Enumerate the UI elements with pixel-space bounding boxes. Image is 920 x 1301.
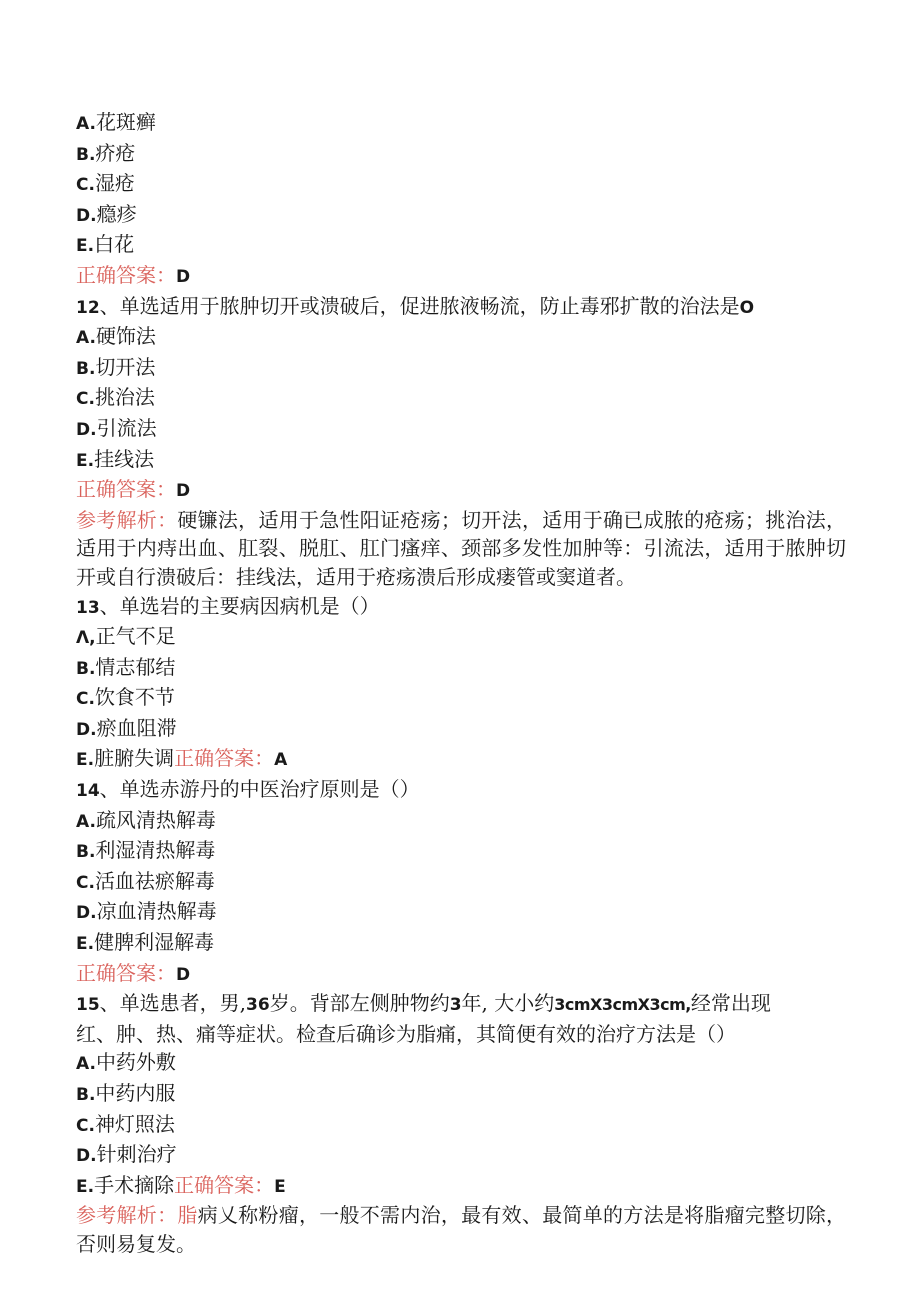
answer-value: D <box>176 964 191 985</box>
option-e: E.挂线法 <box>76 446 155 471</box>
option-c: C.湿疮 <box>76 171 135 196</box>
option-d: D.瘀血阻滞 <box>76 715 177 740</box>
question-stem-line2: 红、肿、热、痛等症状。检查后确诊为脂痛，其简便有效的治疗方法是（） <box>76 1021 736 1046</box>
option-d: D.引流法 <box>76 415 157 440</box>
option-b: B.利湿清热解毒 <box>76 838 216 863</box>
option-c: C.神灯照法 <box>76 1111 175 1136</box>
option-a: A.疏风清热解毒 <box>76 807 216 832</box>
answer-label: 正确答案： <box>76 262 176 287</box>
question-stem: 12、单选适用于脓肿切开或溃破后，促进脓液畅流，防止毒邪扩散的治法是O <box>76 293 755 318</box>
document-page <box>76 108 846 1259</box>
answer-label: 正确答案： <box>174 746 275 771</box>
answer-line <box>76 261 846 292</box>
option-e-with-answer: E.脏腑失调正确答案：A <box>76 746 288 771</box>
question-number: 13 <box>76 597 100 618</box>
answer-label: 正确答案： <box>174 1172 275 1197</box>
option-b: B.中药内服 <box>76 1081 176 1105</box>
answer-label: 正确答案： <box>76 477 176 502</box>
answer-value: D <box>176 481 191 502</box>
question-stem: 13、单选岩的主要病因病机是（） <box>76 593 380 618</box>
question-stem: 14、单选赤游丹的中医治疗原则是（） <box>76 777 420 802</box>
explanation-label: 参考解析：脂 <box>76 1203 198 1228</box>
answer-line <box>76 475 846 506</box>
option-a: A.硬饰法 <box>76 324 156 349</box>
option-d: D.凉血清热解毒 <box>76 899 217 924</box>
option-a: A.中药外敷 <box>76 1050 176 1075</box>
answer-label: 正确答案： <box>76 960 176 985</box>
option-c: C.饮食不节 <box>76 685 175 710</box>
explanation: 参考解析：脂病乂称粉瘤，一般不需内治，最有效、最简单的方法是将脂瘤完整切除，否则易复发。 <box>76 1203 847 1256</box>
question-number: 15 <box>76 995 100 1016</box>
option-d: D.瘾疹 <box>76 201 137 226</box>
option-b: B.切开法 <box>76 354 156 379</box>
option-c: C.活血祛瘀解毒 <box>76 868 215 893</box>
answer-value: E <box>274 1176 286 1197</box>
option-a: A.花斑癣 <box>76 110 156 134</box>
option-b: B.疥疮 <box>76 140 136 165</box>
question-stem: 15、单选患者，男,36岁。背部左侧肿物约3年, 大小约3cmX3cmX3cm,经常出现 <box>76 991 771 1016</box>
option-e-with-answer: E.手术摘除正确答案：E <box>76 1172 286 1197</box>
explanation: 参考解析：硬镰法，适用于急性阳证疮疡；切开法，适用于确已成脓的疮疡；挑治法，适用于内痔出血、肛裂、脱肛、肛门瘙痒、颈部多发性加肿等：引流法，适用于脓肿切开或自行溃破后：挂线法，适用于疮疡溃后形成瘘管或窦道者。 <box>76 507 847 589</box>
option-a: Λ,正气不足 <box>76 624 176 649</box>
option-c: C.挑治法 <box>76 385 155 410</box>
question-number: 12 <box>76 297 100 318</box>
option-e: E.健脾利湿解毒 <box>76 930 215 955</box>
answer-value: D <box>176 266 191 287</box>
explanation-label: 参考解析： <box>76 507 178 532</box>
option-b: B.情志郁结 <box>76 654 176 679</box>
answer-line <box>76 959 846 990</box>
question-number: 14 <box>76 781 100 802</box>
option-e: E.白花 <box>76 232 135 257</box>
answer-value: A <box>274 750 288 771</box>
option-d: D.针刺治疗 <box>76 1142 177 1167</box>
